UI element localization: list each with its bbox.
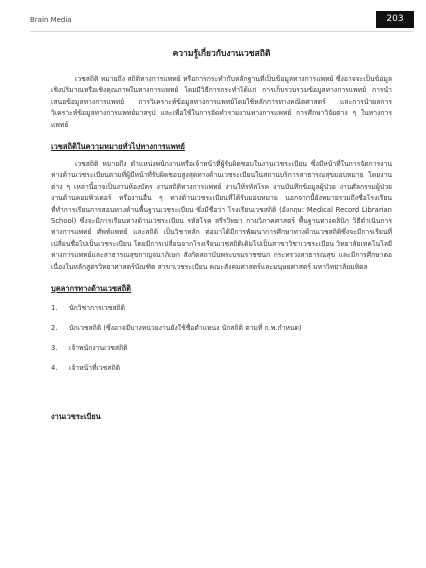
list-item bbox=[51, 343, 392, 354]
page-content bbox=[51, 42, 392, 429]
header-divider bbox=[30, 31, 414, 32]
list-item-text: เจ้าหน้าที่เวชสถิติ bbox=[69, 364, 120, 373]
header-brand: Brain Media bbox=[30, 16, 72, 24]
list-item-number: 3. bbox=[51, 344, 58, 353]
spacer bbox=[51, 383, 392, 401]
list-item bbox=[51, 363, 392, 374]
list-item-text: นักเวชสถิติ (ซึ่งอาจมีบางหน่วยงานยังใช้ชื่อตำแหน่ง นักสถิติ ตามที่ ก.พ.กำหนด) bbox=[69, 324, 302, 333]
section-heading-personnel: บุคลากรทางด้านเวชสถิติ bbox=[51, 284, 132, 294]
section-heading-general-meaning: เวชสถิติในความหมายทั่วไปทางการแพทย์ bbox=[51, 142, 185, 152]
page-title: ความรู้เกี่ยวกับงานเวชสถิติ bbox=[172, 49, 271, 59]
list-item-number: 2. bbox=[51, 324, 58, 333]
personnel-list bbox=[51, 303, 392, 374]
list-item bbox=[51, 323, 392, 334]
list-item-number: 1. bbox=[51, 304, 58, 313]
list-item-number: 4. bbox=[51, 364, 58, 373]
list-item-text: นักวิชาการเวชสถิติ bbox=[69, 304, 126, 313]
intro-paragraph: เวชสถิติ หมายถึง สถิติทางการแพทย์ หรือการกระทำกับหลักฐานที่เป็นข้อมูลทางการแพทย์ ซึ่งอาจจะเป็นข้อมูลเชิงปริมาณหรือเชิงคุณภาพในทางการแพทย์ โดยมีวิธีการกระทำได้แก่ การเก็บรวบรวมข้อมูลทางการแพทย์ การนำเสนอข้อมูลทางการแพทย์ การวิเคราะห์ข้อมูลทางการแพทย์โดยใช้หลักการทางคณิตศาสตร์ และการนำผลการวิเคราะห์ข้อมูลทางการแพทย์มาสรุป และเพื่อใช้ในการจัดทำรายงานทางการแพทย์ การศึกษาวิจัยต่าง ๆ ในทางการแพทย์ bbox=[51, 75, 392, 129]
list-item-text: เจ้าพนักงานเวชสถิติ bbox=[69, 344, 128, 353]
page-number-badge: 203 bbox=[376, 11, 414, 28]
section-heading-medical-records: งานเวชระเบียน bbox=[51, 412, 101, 422]
general-meaning-paragraph: เวชสถิติ หมายถึง ตำแหน่งพนักงานหรือเจ้าหน้าที่ผู้รับผิดชอบในงานเวชระเบียน ซึ่งมีหน้าที่ในการจัดการงานทางด้านเวชระเบียนตามที่ผู้มีหน้าที่รับผิดชอบสูงสุดทางด้านเวชระเบียนในสถานบริการสาธารณสุขมอบหมาย โดยงานต่าง ๆ เหล่านี้อาจเป็นงานห้องบัตร งานสถิติทางการแพทย์ งานให้รหัสโรค งานบันทึกข้อมูลผู้ป่วย งานศัลกรรมผู้ป่วย งานด้านคอมพิวเตอร์ หรืองานอื่น ๆ ทางด้านเวชระเบียนที่ได้รับมอบหมาย นอกจากนี้ยังหมายรวมถึงชื่อโรงเรียนที่ทำการเรียนการสอนทางด้านพื้นฐานเวชระเบียน ซึ่งมีชื่อว่า โรงเรียนเวชสถิติ (อังกฤษ: Medical Record Librarian School) ซึ่งจะมีการเรียนทางด้านเวชระเบียน รหัสโรค สรีรวิทยา กายวิภาคศาสตร์ พื้นฐานทางคลินิก วิธีดำเนินการทางการแพทย์ ศัพท์แพทย์ และสถิติ เป็นวิชาหลัก ต่อมาได้มีการพัฒนาการศึกษาทางด้านเวชสถิติซึ่งจะมีการเรียนที่เปลี่ยนชื่อไปเป็นเวชระเบียน โดยมีการเปลี่ยนจากโรงเรียนเวชสถิติเดิมไปเป็นสาขาวิชาเวชระเบียน วิทยาลัยเทคโนโลยีทางการแพทย์และสาธารณสุขกาญจนาภิเษก สังกัดสถาบันพระบรมราชชนก กระทรวงสาธารณสุข และมีการศึกษาต่อเนื่องในหลักสูตรวิทยาศาสตร์บัณฑิต สาขาเวชระเบียน คณะสังคมศาสตร์และมนุษยศาสตร์ มหาวิทยาลัยมหิดล bbox=[51, 160, 392, 271]
list-item bbox=[51, 303, 392, 314]
